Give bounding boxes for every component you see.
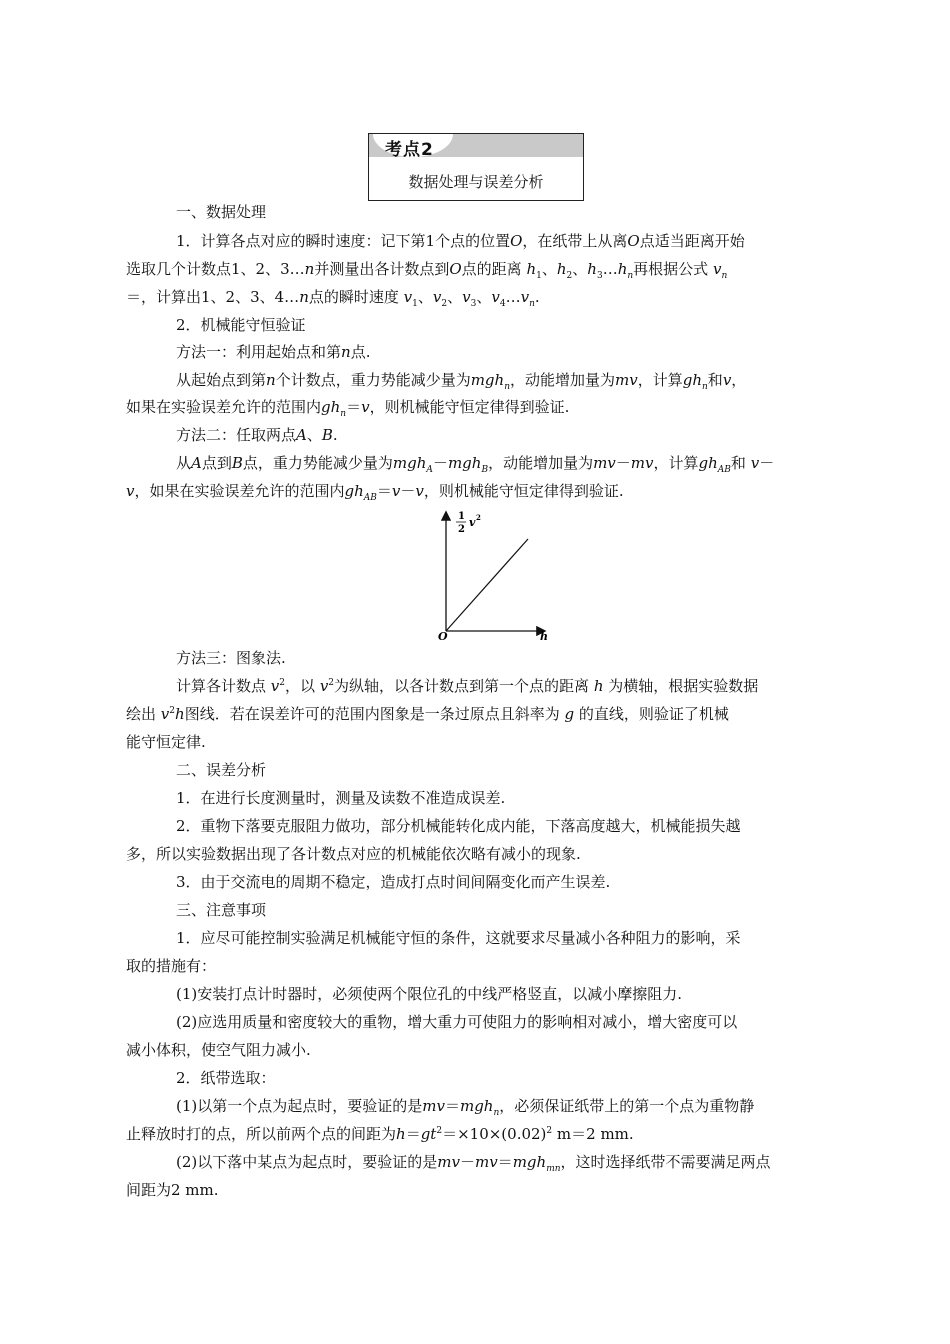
y-label-num: 1: [458, 511, 465, 522]
s2-e2-line1: 2．重物下落要克服阻力做功，部分机械能转化成内能，下落高度越大，机械能损失越: [176, 817, 741, 835]
section-header-box: [368, 133, 584, 201]
method2-title: 方法二：任取两点A、B.: [176, 426, 338, 444]
method2-line2: v，如果在实验误差允许的范围内$gh_{AB}=v-v$，则机械能守恒定律得到验证.: [126, 482, 624, 503]
proportional-line: [446, 539, 528, 631]
method2-line1: 从A点到B点，重力势能减少量为mgh$_A$－mgh$_B$，动能增加量为mv－mv，计算$gh_{AB}$和 v－: [176, 454, 775, 475]
header-label: 考点2: [385, 140, 434, 160]
x-label: h: [540, 630, 548, 642]
method1-title: 方法一：利用起始点和第n点.: [176, 343, 371, 361]
method1-line1: 从起始点到第n个计数点，重力势能减少量为mgh$_n$，动能增加量为mv，计算$gh_n$和v，: [176, 371, 747, 392]
s3-n1-b-line1: (2)应选用质量和密度较大的重物，增大重力可使阻力的影响相对减小，增大密度可以: [176, 1013, 738, 1031]
s3-n1-b-line2: 减小体积，使空气阻力减小.: [126, 1041, 311, 1059]
s2-e3: 3．由于交流电的周期不稳定，造成打点时间间隔变化而产生误差.: [176, 873, 611, 891]
s3-n1-line1: 1．应尽可能控制实验满足机械能守恒的条件，这就要求尽量减小各种阻力的影响，采: [176, 929, 741, 947]
section3-title: 三、注意事项: [176, 901, 267, 919]
s3-n2-b-line2: 间距为2 mm.: [126, 1181, 219, 1199]
s1-p1-line3: ＝，计算出1、2、3、4…n点的瞬时速度 $v_1$、$v_2$、$v_3$、$v_4\dots v_n$.: [126, 288, 540, 309]
origin-label: O: [438, 630, 448, 642]
s1-p2: 2．机械能守恒验证: [176, 316, 306, 334]
v2-h-graph: [436, 507, 556, 642]
header-subtitle: 数据处理与误差分析: [408, 173, 544, 191]
method3-line2: 绘出 $v^2h$图线．若在误差许可的范围内图象是一条过原点且斜率为 g 的直线，则验证了机械: [126, 705, 729, 723]
method3-line1: 计算各计数点 $v^2$，以 $v^2$为纵轴，以各计数点到第一个点的距离 h 为横轴，根据实验数据: [176, 677, 759, 695]
s2-e2-line2: 多，所以实验数据出现了各计数点对应的机械能依次略有减小的现象.: [126, 845, 581, 863]
s2-e1: 1．在进行长度测量时，测量及读数不准造成误差.: [176, 789, 506, 807]
s3-n2-a-line2: 止释放时打的点，所以前两个点的间距为$h=gt^2=\times 10\times(0.02)^2$ m＝2 mm.: [126, 1125, 634, 1143]
section2-title: 二、误差分析: [176, 761, 267, 779]
s1-p1-line1: 1．计算各点对应的瞬时速度：记下第1个点的位置O，在纸带上从离O点适当距离开始: [176, 232, 745, 250]
s3-n1-line2: 取的措施有：: [126, 957, 217, 975]
method3-title: 方法三：图象法.: [176, 649, 286, 667]
s3-n1-a: (1)安装打点计时器时，必须使两个限位孔的中线严格竖直，以减小摩擦阻力.: [176, 985, 683, 1003]
section1-title: 一、数据处理: [176, 203, 267, 221]
method1-line2: 如果在实验误差允许的范围内$gh_n=v$，则机械能守恒定律得到验证.: [126, 398, 570, 419]
s3-n2-b-line1: (2)以下落中某点为起点时，要验证的是mv－mv＝mgh$_{mn}$，这时选择纸带不需要满足两点: [176, 1153, 771, 1174]
s1-p1-line2: 选取几个计数点1、2、3…n并测量出各计数点到O点的距离 $h_1$、$h_2$、$h_3\dots h_n$再根据公式 $v_n$: [126, 260, 728, 281]
s3-n2: 2．纸带选取：: [176, 1069, 276, 1087]
y-label-v: v: [469, 516, 476, 529]
method3-line3: 能守恒定律.: [126, 733, 206, 751]
s3-n2-a-line1: (1)以第一个点为起点时，要验证的是mv＝mgh$_n$，必须保证纸带上的第一个点为重物静: [176, 1097, 755, 1118]
y-label-exp: 2: [476, 513, 481, 522]
y-label-den: 2: [458, 524, 465, 535]
